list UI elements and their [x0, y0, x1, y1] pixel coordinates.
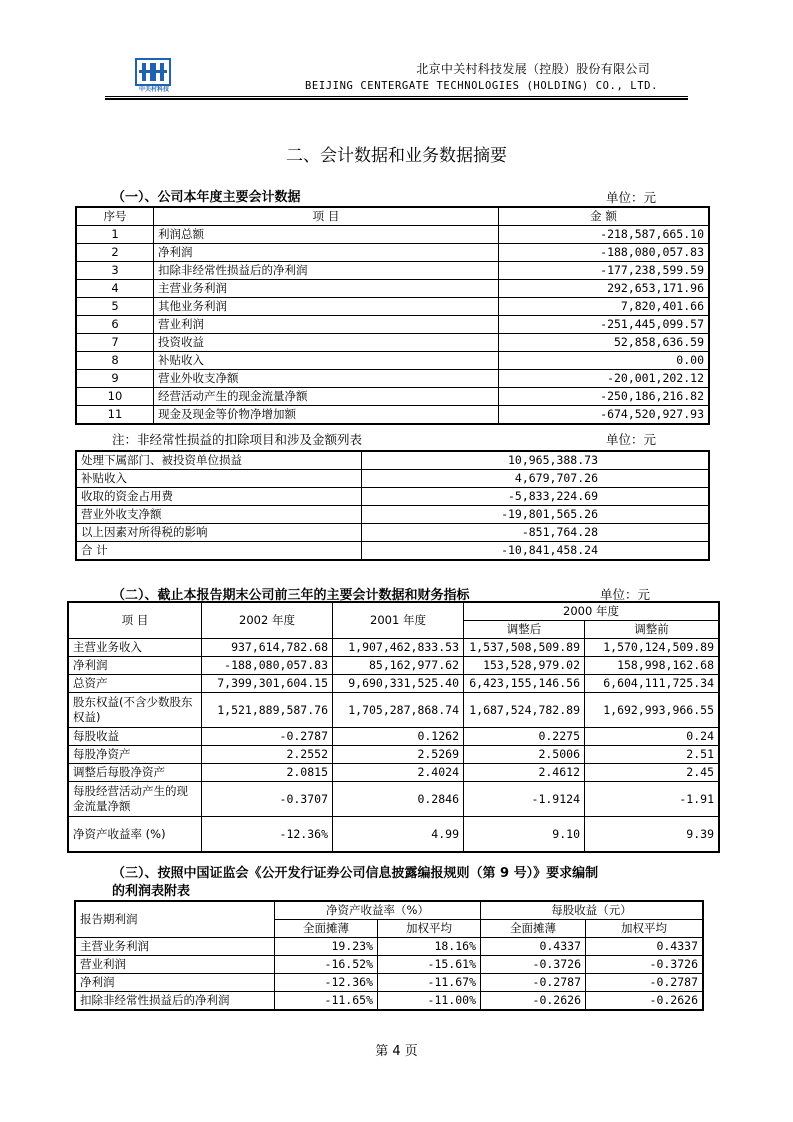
table-row	[76, 280, 709, 298]
row-roe-full: -12.36%	[275, 974, 378, 992]
row-2000-adjusted-before: 0.24	[585, 728, 720, 746]
col-header-amount: 金 额	[499, 207, 710, 226]
table-row	[68, 728, 719, 746]
row-2000-adjusted-before: 1,570,124,509.89	[585, 639, 720, 657]
row-index: 3	[76, 262, 154, 280]
row-item: 扣除非经常性损益后的净利润	[154, 262, 499, 280]
row-amount: -251,445,099.57	[499, 316, 710, 334]
table-header-row	[68, 602, 719, 621]
row-amount: -20,001,202.12	[499, 370, 710, 388]
row-index: 11	[76, 406, 154, 425]
col-header-eps-weighted: 加权平均	[586, 920, 704, 938]
table-row	[76, 334, 709, 352]
col-header-roe: 净资产收益率（%）	[275, 901, 481, 920]
table-row	[76, 488, 709, 506]
row-2002: -0.3707	[202, 782, 333, 817]
table-row	[68, 639, 719, 657]
row-amount: -188,080,057.83	[499, 244, 710, 262]
table-row	[76, 244, 709, 262]
row-item: 其他业务利润	[154, 298, 499, 316]
row-2002: -12.36%	[202, 817, 333, 853]
row-item: 主营业务收入	[68, 639, 202, 657]
row-index: 5	[76, 298, 154, 316]
row-item: 补贴收入	[154, 352, 499, 370]
col-header-adjusted-after: 调整后	[464, 621, 585, 639]
row-index: 2	[76, 244, 154, 262]
row-item: 收取的资金占用费	[76, 488, 362, 506]
col-header-roe-full: 全面摊薄	[275, 920, 378, 938]
main-accounting-table	[75, 206, 710, 425]
col-header-eps: 每股收益（元）	[481, 901, 704, 920]
row-2002: -188,080,057.83	[202, 657, 333, 675]
col-header-eps-full: 全面摊薄	[481, 920, 586, 938]
col-header-adjusted-before: 调整前	[585, 621, 720, 639]
table-row	[68, 693, 719, 728]
row-2000-adjusted-after: 6,423,155,146.56	[464, 675, 585, 693]
col-header-item: 项 目	[154, 207, 499, 226]
row-2000-adjusted-after: 2.5006	[464, 746, 585, 764]
row-2000-adjusted-after: 153,528,979.02	[464, 657, 585, 675]
row-eps-full: -0.3726	[481, 956, 586, 974]
row-item: 现金及现金等价物净增加额	[154, 406, 499, 425]
note-title: 注：非经常性损益的扣除项目和涉及金额列表	[112, 432, 363, 447]
row-item: 每股收益	[68, 728, 202, 746]
row-2002: 2.0815	[202, 764, 333, 782]
row-2000-adjusted-after: 9.10	[464, 817, 585, 853]
table-row	[76, 370, 709, 388]
row-item: 营业外收支净额	[76, 506, 362, 524]
row-index: 7	[76, 334, 154, 352]
table-row	[68, 782, 719, 817]
row-2001: 2.5269	[333, 746, 464, 764]
row-amount: 10,965,388.73	[362, 451, 710, 470]
row-2000-adjusted-after: 1,687,524,782.89	[464, 693, 585, 728]
row-2000-adjusted-before: -1.91	[585, 782, 720, 817]
table-row	[76, 542, 709, 561]
row-amount: 0.00	[499, 352, 710, 370]
row-item: 投资收益	[154, 334, 499, 352]
row-2001: 4.99	[333, 817, 464, 853]
table-row	[76, 451, 709, 470]
row-eps-weighted: -0.3726	[586, 956, 704, 974]
col-header-2001: 2001 年度	[333, 602, 464, 639]
row-item: 处理下属部门、被投资单位损益	[76, 451, 362, 470]
row-index: 4	[76, 280, 154, 298]
row-index: 9	[76, 370, 154, 388]
col-header-2002: 2002 年度	[202, 602, 333, 639]
row-2001: 85,162,977.62	[333, 657, 464, 675]
row-item: 净利润	[75, 974, 275, 992]
section2-title: （二）、截止本报告期末公司前三年的主要会计数据和财务指标	[112, 588, 470, 603]
row-2000-adjusted-before: 6,604,111,725.34	[585, 675, 720, 693]
row-eps-full: -0.2787	[481, 974, 586, 992]
company-name-cn: 北京中关村科技发展（控股）股份有限公司	[416, 62, 650, 76]
row-amount: -5,833,224.69	[362, 488, 710, 506]
row-2000-adjusted-before: 2.51	[585, 746, 720, 764]
table-row	[75, 974, 703, 992]
row-2001: 2.4024	[333, 764, 464, 782]
row-2001: 9,690,331,525.40	[333, 675, 464, 693]
row-amount: -250,186,216.82	[499, 388, 710, 406]
section3-title-line2: 的利润表附表	[112, 884, 191, 899]
row-roe-full: -11.65%	[275, 992, 378, 1011]
row-eps-full: -0.2626	[481, 992, 586, 1011]
row-2002: 2.2552	[202, 746, 333, 764]
row-amount: -10,841,458.24	[362, 542, 710, 561]
table-row	[76, 506, 709, 524]
row-item: 补贴收入	[76, 470, 362, 488]
table-row	[75, 992, 703, 1011]
row-amount: -19,801,565.26	[362, 506, 710, 524]
table-row	[76, 388, 709, 406]
table-row	[76, 470, 709, 488]
row-item: 每股经营活动产生的现金流量净额	[68, 782, 202, 817]
table-row	[76, 352, 709, 370]
profit-supplement-table	[74, 900, 704, 1011]
table-row	[68, 746, 719, 764]
row-amount: -177,238,599.59	[499, 262, 710, 280]
row-item: 净资产收益率 (%)	[68, 817, 202, 853]
row-amount: 4,679,707.26	[362, 470, 710, 488]
row-2002: 7,399,301,604.15	[202, 675, 333, 693]
table-header-row	[75, 901, 703, 920]
col-header-2000: 2000 年度	[464, 602, 720, 621]
row-amount: 7,820,401.66	[499, 298, 710, 316]
logo-text: 中关村科技	[138, 86, 169, 93]
col-header-item: 项 目	[68, 602, 202, 639]
row-item: 扣除非经常性损益后的净利润	[75, 992, 275, 1011]
col-header-roe-weighted: 加权平均	[378, 920, 481, 938]
row-item: 主营业务利润	[75, 938, 275, 956]
header-rule	[105, 96, 688, 97]
row-2000-adjusted-before: 9.39	[585, 817, 720, 853]
row-roe-weighted: -11.00%	[378, 992, 481, 1011]
col-header-period-profit: 报告期利润	[75, 901, 275, 938]
table-row	[76, 406, 709, 425]
table-row	[68, 675, 719, 693]
row-2002: 1,521,889,587.76	[202, 693, 333, 728]
row-item: 净利润	[68, 657, 202, 675]
section1-title: （一）、公司本年度主要会计数据	[112, 190, 301, 205]
section1-unit: 单位：元	[606, 190, 657, 205]
row-2000-adjusted-after: -1.9124	[464, 782, 585, 817]
non-recurring-items-table	[75, 450, 710, 561]
table-row	[76, 524, 709, 542]
table-row	[76, 298, 709, 316]
header-rule-thick	[105, 98, 688, 100]
row-2001: 1,705,287,868.74	[333, 693, 464, 728]
table-row	[68, 817, 719, 853]
row-roe-weighted: 18.16%	[378, 938, 481, 956]
row-eps-weighted: -0.2626	[586, 992, 704, 1011]
row-roe-full: 19.23%	[275, 938, 378, 956]
row-item: 营业利润	[75, 956, 275, 974]
row-2000-adjusted-before: 158,998,162.68	[585, 657, 720, 675]
row-2000-adjusted-after: 1,537,508,509.89	[464, 639, 585, 657]
row-2001: 0.2846	[333, 782, 464, 817]
row-2002: -0.2787	[202, 728, 333, 746]
row-roe-weighted: -15.61%	[378, 956, 481, 974]
row-2001: 1,907,462,833.53	[333, 639, 464, 657]
row-item: 利润总额	[154, 226, 499, 244]
company-name-en: BEIJING CENTERGATE TECHNOLOGIES (HOLDING) CO., LTD.	[305, 80, 658, 92]
row-amount: -674,520,927.93	[499, 406, 710, 425]
table-header-row	[76, 207, 709, 226]
row-index: 10	[76, 388, 154, 406]
row-index: 8	[76, 352, 154, 370]
row-amount: 52,858,636.59	[499, 334, 710, 352]
row-eps-weighted: 0.4337	[586, 938, 704, 956]
note-unit: 单位：元	[606, 432, 657, 447]
row-2002: 937,614,782.68	[202, 639, 333, 657]
row-item: 以上因素对所得税的影响	[76, 524, 362, 542]
row-2001: 0.1262	[333, 728, 464, 746]
row-item: 净利润	[154, 244, 499, 262]
table-row	[75, 956, 703, 974]
row-index: 1	[76, 226, 154, 244]
row-item: 总资产	[68, 675, 202, 693]
row-eps-weighted: -0.2787	[586, 974, 704, 992]
row-2000-adjusted-before: 1,692,993,966.55	[585, 693, 720, 728]
row-item: 每股净资产	[68, 746, 202, 764]
table-row	[76, 262, 709, 280]
table-row	[76, 226, 709, 244]
page-title: 二、会计数据和业务数据摘要	[286, 146, 507, 166]
table-row	[68, 764, 719, 782]
row-item: 营业外收支净额	[154, 370, 499, 388]
table-row	[68, 657, 719, 675]
col-header-index: 序号	[76, 207, 154, 226]
row-amount: 292,653,171.96	[499, 280, 710, 298]
row-item: 营业利润	[154, 316, 499, 334]
page-number: 第 4 页	[375, 1044, 418, 1059]
row-index: 6	[76, 316, 154, 334]
section2-unit: 单位：元	[600, 587, 651, 602]
row-item: 主营业务利润	[154, 280, 499, 298]
table-row	[76, 316, 709, 334]
row-roe-full: -16.52%	[275, 956, 378, 974]
row-roe-weighted: -11.67%	[378, 974, 481, 992]
row-item: 调整后每股净资产	[68, 764, 202, 782]
row-item: 经营活动产生的现金流量净额	[154, 388, 499, 406]
row-2000-adjusted-after: 2.4612	[464, 764, 585, 782]
row-item: 合 计	[76, 542, 362, 561]
table-row	[75, 938, 703, 956]
row-amount: -218,587,665.10	[499, 226, 710, 244]
row-2000-adjusted-after: 0.2275	[464, 728, 585, 746]
row-item: 股东权益(不含少数股东权益)	[68, 693, 202, 728]
row-amount: -851,764.28	[362, 524, 710, 542]
section3-title-line1: （三）、按照中国证监会《公开发行证券公司信息披露编报规则（第 9 号）》要求编制	[112, 866, 599, 881]
row-eps-full: 0.4337	[481, 938, 586, 956]
row-2000-adjusted-before: 2.45	[585, 764, 720, 782]
three-year-data-table	[67, 601, 720, 853]
